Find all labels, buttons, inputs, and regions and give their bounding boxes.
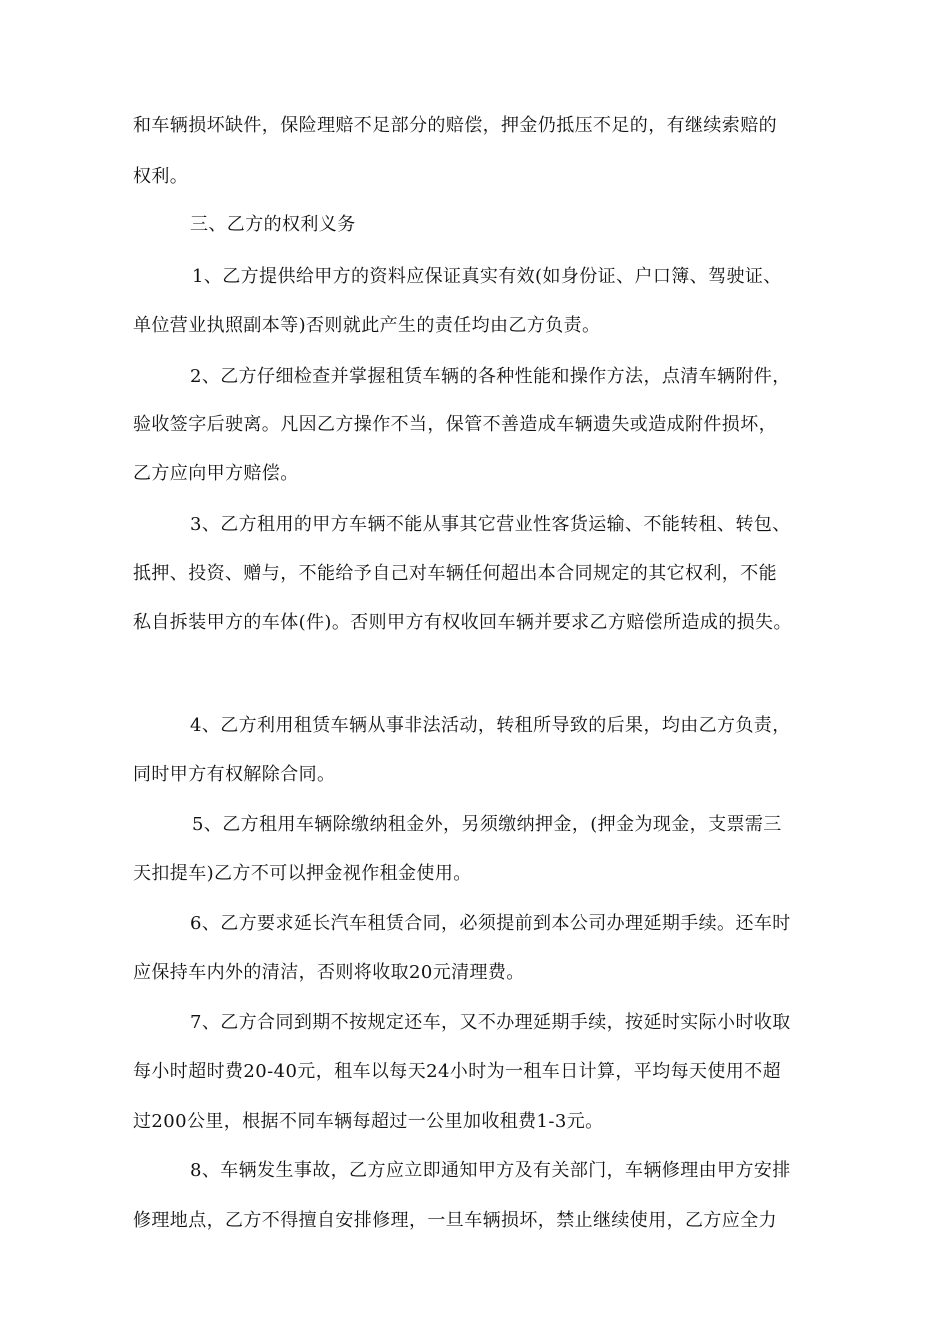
clause-2-line: 2、乙方仔细检查并掌握租赁车辆的各种性能和操作方法，点清车辆附件， (190, 366, 791, 387)
clause-4-line: 4、乙方利用租赁车辆从事非法活动，转租所导致的后果，均由乙方负责， (190, 715, 791, 736)
clause-5-line: 天扣提车)乙方不可以押金视作租金使用。 (133, 863, 472, 884)
section-heading: 三、乙方的权利义务 (190, 214, 356, 235)
clause-7-line: 7、乙方合同到期不按规定还车，又不办理延期手续，按延时实际小时收取 (190, 1012, 791, 1033)
paragraph-line: 和车辆损坏缺件，保险理赔不足部分的赔偿，押金仍抵压不足的，有继续索赔的 (133, 115, 777, 136)
paragraph-line: 权利。 (133, 166, 189, 187)
clause-6-line: 应保持车内外的清洁，否则将收取20元清理费。 (133, 962, 525, 983)
clause-3-line: 私自拆装甲方的车体(件)。否则甲方有权收回车辆并要求乙方赔偿所造成的损失。 (133, 612, 792, 633)
clause-8-line: 修理地点，乙方不得擅自安排修理，一旦车辆损坏，禁止继续使用，乙方应全力 (133, 1210, 777, 1231)
clause-4-line: 同时甲方有权解除合同。 (133, 764, 336, 785)
clause-2-line: 验收签字后驶离。凡因乙方操作不当，保管不善造成车辆遗失或造成附件损坏， (133, 414, 777, 435)
clause-2-line: 乙方应向甲方赔偿。 (133, 463, 299, 484)
clause-8-line: 8、车辆发生事故，乙方应立即通知甲方及有关部门，车辆修理由甲方安排 (190, 1160, 791, 1181)
clause-6-line: 6、乙方要求延长汽车租赁合同，必须提前到本公司办理延期手续。还车时 (190, 913, 791, 934)
clause-3-line: 抵押、投资、赠与，不能给予自己对车辆任何超出本合同规定的其它权利，不能 (133, 563, 777, 584)
clause-5-line: 5、乙方租用车辆除缴纳租金外，另须缴纳押金，(押金为现金，支票需三 (192, 814, 782, 835)
clause-7-line: 过200公里，根据不同车辆每超过一公里加收租费1-3元。 (133, 1111, 604, 1132)
clause-3-line: 3、乙方租用的甲方车辆不能从事其它营业性客货运输、不能转租、转包、 (190, 514, 791, 535)
clause-1-line: 单位营业执照副本等)否则就此产生的责任均由乙方负责。 (133, 315, 601, 336)
clause-1-line: 1、乙方提供给甲方的资料应保证真实有效(如身份证、户口簿、驾驶证、 (192, 266, 782, 287)
clause-7-line: 每小时超时费20-40元，租车以每天24小时为一租车日计算，平均每天使用不超 (133, 1061, 781, 1082)
